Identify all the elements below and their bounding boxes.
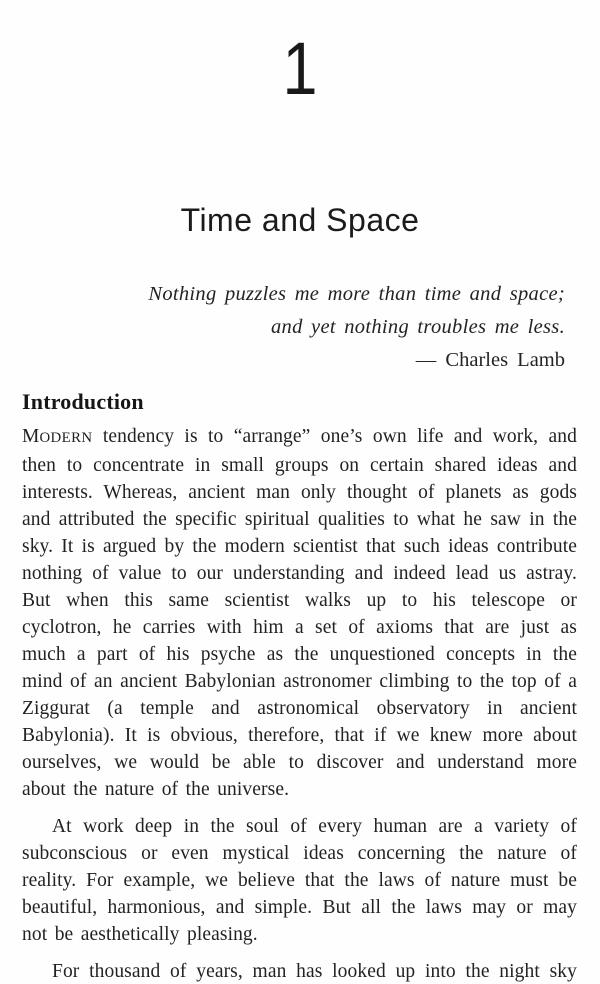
epigraph <box>60 278 565 377</box>
epigraph-attribution: — Charles Lamb <box>415 349 565 371</box>
paragraph-1-lead-smallcaps: ODERN <box>39 430 93 446</box>
paragraph-1-lead-cap: M <box>22 426 40 447</box>
paragraph-1 <box>22 423 577 803</box>
paragraph-3: For thousand of years, man has looked up into the night sky <box>52 961 577 982</box>
paragraph-1-text: tendency is to “arrange” one’s own life and work, and then to concentrate in small groups on certain shared ideas and interests. Whereas, ancient man only thought of planets as gods and attributed the specific spiritual qualities to what he saw in the sky. It is argued by the modern scientist that such ideas contribute nothing of value to our understanding and indeed lead us astray. But when this same scientist walks up to his telescope or cyclotron, he carries with him a set of axioms that are just as much a part of his psyche as the unquestioned concepts in the mind of an ancient Babylonian astronomer climbing to the top of a Ziggurat (a temple and astronomical observatory in ancient Babylonia). It is obvious, therefore, that if we knew more about ourselves, we would be able to discover and understand more about the nature of the universe. <box>22 426 577 800</box>
section-heading: Introduction <box>22 389 144 414</box>
body-text <box>22 423 577 984</box>
epigraph-line-1: Nothing puzzles me more than time and space; <box>148 283 565 305</box>
epigraph-line-2: and yet nothing troubles me less. <box>270 316 565 338</box>
chapter-number: 1 <box>282 27 318 110</box>
chapter-title: Time and Space <box>180 202 420 238</box>
paragraph-2: At work deep in the soul of every human are a variety of subconscious or even mystical ideas concerning the nature of reality. For example, we believe that the laws of nature must be beautiful, harmonious, and simple. But all the laws may or may not be aesthetically pleasing. <box>22 816 577 945</box>
